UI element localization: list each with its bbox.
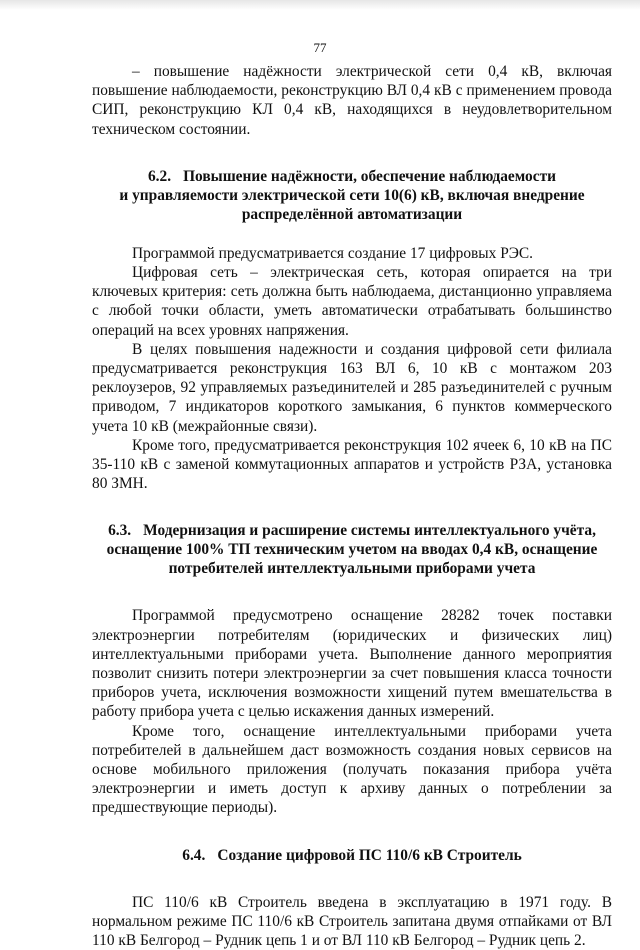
scan-edge-shadow [0, 0, 640, 10]
heading-text: Повышение надёжности, обеспечение наблюдаемости [183, 167, 556, 185]
section-heading [92, 521, 612, 578]
paragraph: Программой предусмотрено оснащение 28282 точек поставки электроэнергии потребителям (юридических и физических лиц) интеллектуальными приборами учета. Выполнение данного мероприятия позволит снизить потери электроэнергии за счет повышения класса точности приборов учета, исключения возможности хищений путем вмешательства в работу прибора учета с целью искажения данных измерений. [92, 607, 612, 721]
section-heading [92, 167, 612, 224]
page-number: 77 [313, 40, 327, 55]
heading-line [92, 846, 612, 865]
section-6-2 [92, 167, 612, 494]
document-body [92, 62, 612, 950]
section-heading [92, 846, 612, 865]
heading-line: оснащение 100% ТП техническим учетом на вводах 0,4 кВ, оснащение [106, 541, 598, 559]
intro-paragraph: – повышение надёжности электрической сети 0,4 кВ, включая повышение наблюдаемости, реконструкцию ВЛ 0,4 кВ с применением провода СИП, реконструкцию КЛ 0,4 кВ, находящихся в неудовлетворительном техническом состоянии. [92, 63, 612, 138]
section-number: 6.4. [182, 846, 206, 864]
heading-line: потребителей интеллектуальными приборами учета [168, 560, 536, 578]
heading-text: Модернизация и расширение системы интеллектуального учёта, [143, 522, 596, 540]
section-6-4 [92, 846, 612, 950]
section-number: 6.2. [147, 167, 172, 185]
heading-text: Создание цифровой ПС 110/6 кВ Строитель [217, 846, 522, 864]
paragraph: Кроме того, предусматривается реконструкция 102 ячеек 6, 10 кВ на ПС 35-110 кВ с заменой коммутационных аппаратов и устройств РЗА, установка 80 ЗМН. [92, 436, 612, 493]
paragraph: В целях повышения надежности и создания цифровой сети филиала предусматривается реконструкция 163 ВЛ 6, 10 кВ с монтажом 203 реклоузеров, 92 управляемых разъединителей и 285 разъединителей с ручным приводом, 7 индикаторов короткого замыкания, 6 пунктов коммерческого учета 10 кВ (межрайонные связи). [92, 340, 612, 435]
section-number: 6.3. [108, 522, 132, 540]
heading-line: и управляемости электрической сети 10(6) кВ, включая внедрение [119, 186, 585, 204]
heading-line: распределённой автоматизации [241, 205, 463, 223]
section-6-3 [92, 521, 612, 817]
paragraph: Программой предусматривается создание 17 цифровых РЭС. [132, 244, 534, 262]
heading-line [92, 167, 612, 186]
paragraph: Кроме того, оснащение интеллектуальными приборами учета потребителей в дальнейшем даст возможность создания новых сервисов на основе мобильного приложения (получать показания прибора учёта электроэнергии и иметь доступ к архиву данных о потреблении за предшествующие периоды). [92, 722, 612, 817]
paragraph: Цифровая сеть – электрическая сеть, которая опирается на три ключевых критерия: сеть должна быть наблюдаема, дистанционно управляема с любой точки области, уметь автоматически отрабатывать большинство операций на всех уровнях напряжения. [92, 264, 612, 339]
heading-line [92, 521, 612, 540]
paragraph: ПС 110/6 кВ Строитель введена в эксплуатацию в 1971 году. В нормальном режиме ПС 110/6 кВ Строитель запитана двумя отпайками от ВЛ 110 кВ Белгород – Рудник цепь 1 и от ВЛ 110 кВ Белгород – Рудник цепь 2. [92, 893, 612, 950]
